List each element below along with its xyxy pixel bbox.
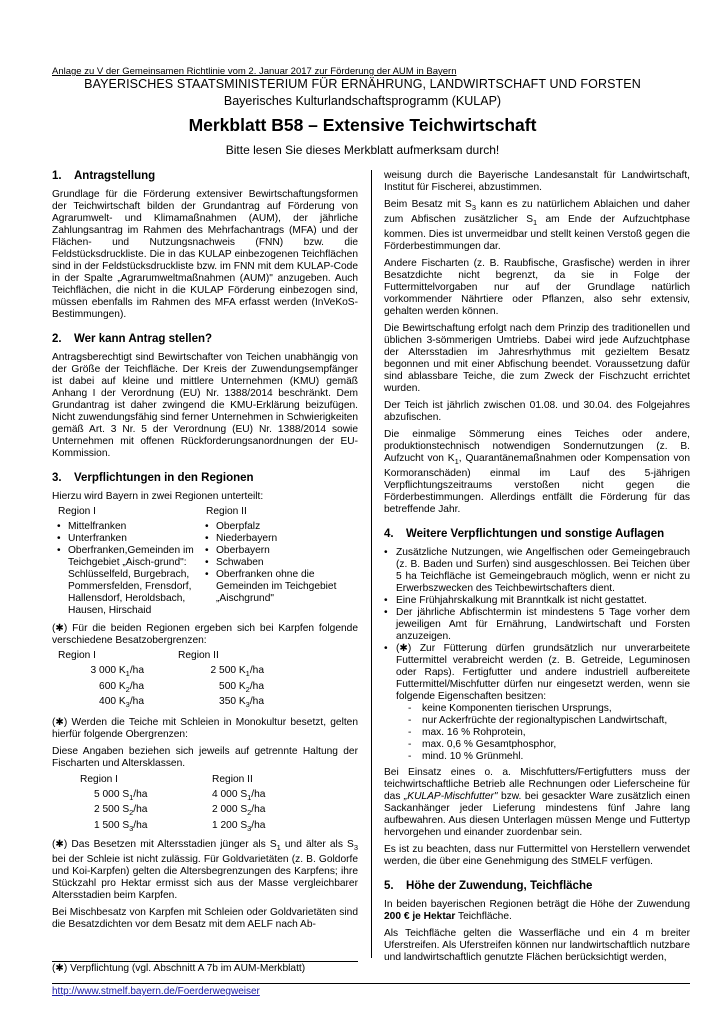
schleien-note: (✱) Werden die Teiche mit Schleien in Monokultur besetzt, gelten hierfür folgende Obergrenzen: <box>52 716 358 740</box>
left-column <box>52 170 358 936</box>
schleien-region-2-label: Region II <box>212 773 253 785</box>
karpfen-region-2-label: Region II <box>178 650 219 661</box>
andere-fischarten-text: Andere Fischarten (z. B. Raubfische, Grasfische) werden in ihrer Besatzdichte nicht begrenzt, da sie in Folge der Futtermittelvorgaben nur auf der Grundlage natürlich vorkommender Nährtiere oder Pflanzen, also sehr extensiv, gehalten werden können. <box>384 258 690 318</box>
section-4-heading: 4. Weitere Verpflichtungen und sonstige Auflagen <box>384 528 665 541</box>
section-3-heading: 3. Verpflichtungen in den Regionen <box>52 472 254 484</box>
right-column <box>384 170 690 969</box>
footnote-divider <box>52 961 358 962</box>
list-item: - mind. 10 % Grünmehl. <box>396 751 690 763</box>
density-value: 1 200 $S_3/ha$ <box>212 819 266 833</box>
list-item: • Schwaben <box>216 557 358 569</box>
section-5-heading: 5. Höhe der Zuwendung, Teichfläche <box>384 880 593 893</box>
density-value: 1 500 $S_3/ha$ <box>94 819 148 833</box>
list-item: • Oberfranken,Gemeinden im Teichgebiet „Aisch-grund": <box>68 545 200 569</box>
density-value: 4 000 $S_1/ha$ <box>212 788 266 802</box>
zuwendung-text: In beiden bayerischen Regionen beträgt die Höhe der Zuwendung 200 € je Hektar Teichfläche. <box>384 899 690 923</box>
teichflaeche-text: Als Teichfläche gelten die Wasserfläche und ein 4 m breiter Uferstreifen. Als Uferstreifen können nur landwirtschaftlich nutzbare und landwirtschaftlich genutzte Flächen berücksichtigt werden, <box>384 928 690 964</box>
karpfen-density-table <box>52 650 358 712</box>
program-heading: Bayerisches Kulturlandschaftsprogramm (KULAP) <box>223 94 502 108</box>
section-2-heading: 2. Wer kann Antrag stellen? <box>52 333 213 345</box>
density-value: 5 000 $S_1/ha$ <box>94 788 148 802</box>
density-value: 400 $K_3/ha$ <box>99 696 144 710</box>
soemmerung-text: Die einmalige Sömmerung eines Teiches oder andere, produktionstechnisch notwendigen Sondernutzungen (z. B. Aufzucht von $K_1$, Quarantänemaßnahmen oder Kompensation von Kormoranschäden) einmal im Lauf des 5-jährigen Verpflichtungszeitraums verstoßen nicht gegen die Förderbestimmungen. Allerdings entfällt die Förderung für das betreffende Jahr. <box>384 429 690 516</box>
altersstadien-note: (✱) Das Besetzen mit Altersstadien jünger als $S_1$ und älter als $S_3$ bei der Schleie ist nicht zulässig. Für Goldvarietäten (z. B. Goldorfe und Koi-Karpfen) gelten die Altersbegrenzungen des Karpfens; ihre Stückzahl pro Hektar ermisst sich aus der Masse vergleichbarer Altersstadien beim Karpfen. <box>52 839 358 902</box>
page-subtitle: Bitte lesen Sie dieses Merkblatt aufmerksam durch! <box>225 143 500 157</box>
footnote: (✱) Verpflichtung (vgl. Abschnitt A 7b im AUM-Merkblatt) <box>52 963 306 974</box>
column-divider <box>371 170 372 958</box>
list-item: • Oberbayern <box>216 545 358 557</box>
futter-requirements <box>396 703 690 763</box>
footer-link[interactable]: http://www.stmelf.bayern.de/Foerderwegweiser <box>52 986 260 997</box>
region-2-list-wrap <box>200 521 358 617</box>
density-value: 500 $K_2/ha$ <box>219 680 264 694</box>
mischbesatz-text: Bei Mischbesatz von Karpfen mit Schleien oder Goldvarietäten sind die Besatzdichten vor dem Besatz mit dem AELF nach Ab- <box>52 907 358 931</box>
region-1-list <box>52 521 200 569</box>
s3-paragraph: Beim Besatz mit $S_3$ kann es zu natürlichem Ablaichen und daher zum Abfischen zusätzlicher $S_1$ am Ende der Aufzuchtphase kommen. Dies ist unvermeidbar und stellt keinen Verstoß gegen die Förderbestimmungen dar. <box>384 199 690 253</box>
region-1-label: Region I <box>58 506 96 517</box>
karpfen-region-1-values <box>52 665 172 712</box>
list-item: • Zusätzliche Nutzungen, wie Angelfischen oder Gemeingebrauch (z. B. Baden und Surfen) sind ausgeschlossen. Bei Teichen über 5 ha Teichfläche ist Gemeingebrauch möglich, wenn er nicht zu Erwerbszwecken des Teichbewirtschafters dient. <box>384 547 690 595</box>
list-item: • Mittelfranken <box>68 521 200 533</box>
mischfutter-text: Bei Einsatz eines o. a. Mischfutters/Fertigfutters muss der teichwirtschaftliche Betrieb alle Rechnungen oder Lieferscheine für das „KULAP-Mischfutter" bzw. bei gesackter Ware zusätzlich einen Sackanhänger jeder Lieferung mindestens fünf Jahre lang aufbewahren. Aus diesen Unterlagen müssen Menge und Futtertyp hervorgehen und einander zuordenbar sein. <box>384 767 691 839</box>
fuetterung-text: (✱) Zur Fütterung dürfen grundsätzlich nur unverarbeitete Futtermittel verabreicht werden (z. B. Getreide, Leguminosen oder Raps). Fertigfutter und andere industriell aufbereitete Futtermittel/Mischfutter dürfen nur eingesetzt werden, wenn sie folgende Eigenschaften besitzen: <box>396 643 690 703</box>
list-item: • Niederbayern <box>216 533 358 545</box>
list-item: - max. 0,6 % Gesamtphosphor, <box>396 739 690 751</box>
section-1-text: Grundlage für die Förderung extensiver Bewirtschaftungsformen der Teichwirtschaft bilden der Grundantrag auf Förderung von Agrarumwelt- und Klimamaßnahmen (AUM), der jährliche Zahlungsantrag im Rahmen des Mehrfachantrags (MFA) und der Flächen- und Nutzungsnachweis (FNN) bzw. die Feldstücksdruckliste. Die in das KULAP einbezogenen Teichflächen sind in der Feldstücksdruckliste bzw. im FNN mit dem KULAP-Code in der Spalte „Agrarumweltmaßnahmen (AUM)" anzugeben. Auch Teichflächen, die nicht in die KULAP Förderung einbezogen sind, müssen ebenfalls im Rahmen des MFA erfasst werden (InVeKoS-Bestimmungen). <box>52 189 358 320</box>
list-item <box>384 643 690 763</box>
region-2-label: Region II <box>206 506 247 517</box>
region-2-list <box>200 521 358 605</box>
list-item: - max. 16 % Rohprotein, <box>396 727 690 739</box>
section-4-list <box>384 547 690 763</box>
density-value: 2 500 $K_1/ha$ <box>210 665 264 679</box>
section-2-text: Antragsberechtigt sind Bewirtschafter von Teichen unabhängig von der Größe der Teichfläche. Der Kreis der Zuwendungsempfänger ist dabei auf kleine und mittlere Unternehmen (KMU) gemäß Anhang I der Verordnung (EU) Nr. 1388/2014 beschränkt. Dem Grundantrag ist daher zwingend die KMU-Erklärung beizufügen. Nicht zuwendungsfähig sind ferner Unternehmen in Schwierigkeiten gemäß Art. 3 Nr. 5 der Verordnung (EU) Nr. 1388/2014 sowie Unternehmen mit offenen Rückforderungsanordnungen der EU-Kommission. <box>52 352 358 459</box>
abfischen-text: Der Teich ist jährlich zwischen 01.08. und 30.04. des Folgejahres abzufischen. <box>384 400 690 424</box>
section-3-intro: Hierzu wird Bayern in zwei Regionen unterteilt: <box>52 491 264 502</box>
schleien-region-1-label: Region I <box>80 773 118 785</box>
continued-text: weisung durch die Bayerische Landesanstalt für Landwirtschaft, Institut für Fischerei, abzustimmen. <box>384 170 690 193</box>
schleien-region-1-values <box>52 789 202 836</box>
list-item: • Der jährliche Abfischtermin ist mindestens 5 Tage vorher dem jeweiligen Amt für Ernährung, Landwirtschaft und Forsten anzuzeigen. <box>384 607 690 643</box>
region-table <box>52 506 358 617</box>
bewirtschaftung-text: Die Bewirtschaftung erfolgt nach dem Prinzip des traditionellen und üblichen 3-sömmerigen Umtriebs. Dabei wird jede Aufzuchtphase der Altersstadien im Jahresrhythmus mit gezieltem Besatz begonnen und mit einer Abfischung beendet. Voraussetzung dafür sind ablassbare Teiche, die zum Zweck der Fischzucht errichtet wurden. <box>384 323 690 395</box>
density-value: 2 500 $S_2/ha$ <box>94 804 148 818</box>
list-item: - nur Ackerfrüchte der regionaltypischen Landwirtschaft, <box>396 715 690 727</box>
karpfen-note: (✱) Für die beiden Regionen ergeben sich bei Karpfen folgende verschiedene Besatzobergrenzen: <box>52 623 358 646</box>
karpfen-region-2-values <box>172 665 292 712</box>
density-value: 3 000 $K_1/ha$ <box>90 665 144 679</box>
page-title: Merkblatt B58 – Extensive Teichwirtschaft <box>188 115 537 135</box>
list-item: - keine Komponenten tierischen Ursprungs, <box>396 703 690 715</box>
ministry-heading: BAYERISCHES STAATSMINISTERIUM FÜR ERNÄHRUNG, LANDWIRTSCHAFT UND FORSTEN <box>84 77 641 91</box>
section-1-heading: 1. Antragstellung <box>52 170 156 182</box>
getrennt-note: Diese Angaben beziehen sich jeweils auf getrennte Haltung der Fischarten und Altersklassen. <box>52 745 358 769</box>
annex-note: Anlage zu V der Gemeinsamen Richtlinie vom 2. Januar 2017 zur Förderung der AUM in Bayern <box>52 66 457 77</box>
footer-divider <box>52 983 690 984</box>
karpfen-region-1-label: Region I <box>58 650 96 661</box>
density-value: 350 $K_3/ha$ <box>219 696 264 710</box>
density-value: 2 000 $S_2/ha$ <box>212 804 266 818</box>
region-1-list-wrap <box>52 521 200 617</box>
list-item: • Oberfranken ohne die Gemeinden im Teichgebiet „Aischgrund" <box>216 569 358 605</box>
list-item: • Unterfranken <box>68 533 200 545</box>
schleien-density-table <box>52 774 358 836</box>
density-value: 600 $K_2/ha$ <box>99 680 144 694</box>
schleien-region-2-values <box>202 789 322 836</box>
aischgrund-municipalities: Schlüsselfeld, Burgebrach, Pommersfelden, Frensdorf, Hallensdorf, Heroldsbach, Hausen, Hirschaid <box>68 569 192 616</box>
hersteller-text: Es ist zu beachten, dass nur Futtermittel von Herstellern verwendet werden, die über eine Genehmigung des StMELF verfügen. <box>384 844 690 868</box>
list-item: • Eine Frühjahrskalkung mit Branntkalk ist nicht gestattet. <box>384 595 690 607</box>
list-item: • Oberpfalz <box>216 521 358 533</box>
